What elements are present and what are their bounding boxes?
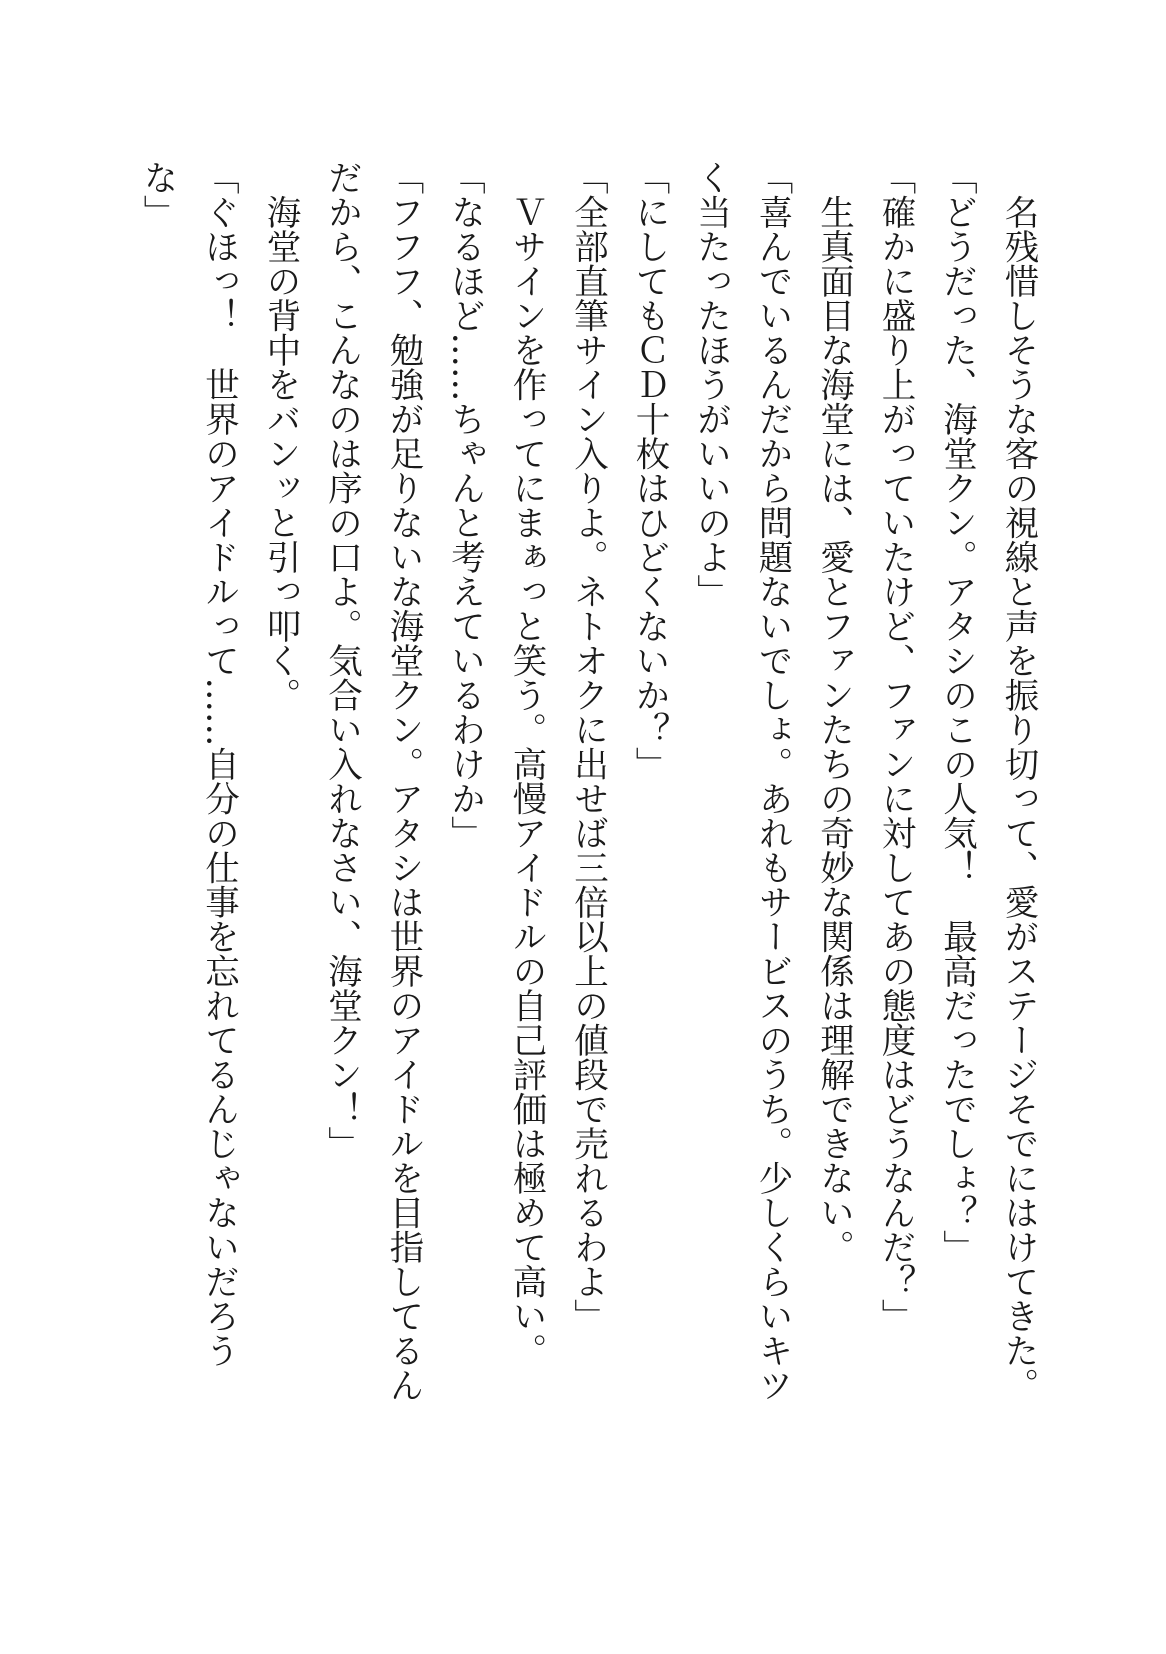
text-line: 「フフフ、勉強が足りないな海堂クン。アタシは世界のアイドルを目指してるん bbox=[383, 160, 423, 1402]
text-line: な」 bbox=[137, 160, 177, 229]
text-line: く当たったほうがいいのよ」 bbox=[690, 160, 731, 609]
text-line: だから、こんなのは序の口よ。気合い入れなさい、海堂クン！」 bbox=[321, 160, 362, 1161]
text-line: 生真面目な海堂には、愛とファンたちの奇妙な関係は理解できない。 bbox=[813, 160, 854, 1264]
text-line: 海堂の背中をバンッと引っ叩く。 bbox=[260, 160, 300, 712]
text-line: 「全部直筆サイン入りよ。ネトオクに出せば三倍以上の値段で売れるわよ」 bbox=[567, 160, 608, 1333]
vertical-text-body bbox=[48, 160, 1048, 1580]
text-line: 「喜んでいるんだから問題ないでしょ。あれもサービスのうち。少しくらいキツ bbox=[752, 160, 792, 1402]
text-line: 「にしてもＣＤ十枚はひどくないか？」 bbox=[629, 160, 669, 781]
text-line: 「どうだった、海堂クン。アタシのこの人気！ 最高だったでしょ？」 bbox=[936, 160, 977, 1264]
text-line: 「ぐほっ！ 世界のアイドルって……自分の仕事を忘れてるんじゃないだろう bbox=[198, 160, 239, 1368]
text-line: Ｖサインを作ってにまぁっと笑う。高慢アイドルの自己評価は極めて高い。 bbox=[506, 160, 546, 1368]
text-line: 名残惜しそうな客の視線と声を振り切って、愛がステージそでにはけてきた。 bbox=[998, 160, 1038, 1402]
text-line: 「なるほど……ちゃんと考えているわけか」 bbox=[444, 160, 485, 850]
text-line: 「確かに盛り上がっていたけど、ファンに対してあの態度はどうなんだ？」 bbox=[875, 160, 915, 1333]
